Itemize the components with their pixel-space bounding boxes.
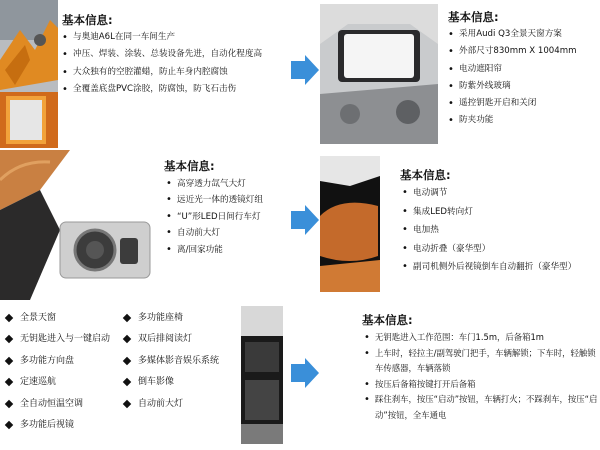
block4-list [402, 184, 576, 277]
feature-item: 全自动恒温空调 [6, 394, 110, 415]
block3-title: 基本信息: [164, 159, 215, 173]
list-item: • 高穿透力氙气大灯 [166, 176, 263, 192]
list-item: • 采用Audi Q3全景天窗方案 [448, 26, 577, 43]
diamond-bullet-icon [5, 378, 13, 386]
feature-item: 多功能方向盘 [6, 351, 110, 372]
interior-photo [241, 306, 283, 444]
diamond-bullet-icon [5, 399, 13, 407]
list-item: • 电动折叠（豪华型） [402, 240, 576, 259]
list-item: • 遥控钥匙开启和关闭 [448, 95, 577, 112]
list-item: • 防夹功能 [448, 112, 577, 129]
list-item: • 远近光一体的透镜灯组 [166, 192, 263, 208]
feature-list-right [124, 308, 219, 415]
block5-title: 基本信息: [362, 313, 413, 327]
list-item: • 防紫外线玻璃 [448, 78, 577, 95]
list-item: • 冲压、焊装、涂装、总装设备先进，自动化程度高 [62, 46, 262, 63]
diamond-bullet-icon [5, 335, 13, 343]
list-item: • 集成LED转向灯 [402, 203, 576, 222]
sunroof-photo [320, 4, 438, 144]
list-item: • 自动前大灯 [166, 225, 263, 241]
list-item: • 按压后备箱按键打开后备箱 [364, 377, 598, 393]
feature-item: 双后排阅读灯 [124, 329, 219, 350]
diamond-bullet-icon [123, 335, 131, 343]
feature-item: 自动前大灯 [124, 394, 219, 415]
diamond-bullet-icon [5, 357, 13, 365]
feature-item: 全景天窗 [6, 308, 110, 329]
list-item: • 电动遮阳帘 [448, 61, 577, 78]
feature-item: 多功能后视镜 [6, 415, 110, 436]
block2-list [448, 26, 577, 130]
diamond-bullet-icon [123, 357, 131, 365]
feature-item: 无钥匙进入与一键启动 [6, 329, 110, 350]
diamond-bullet-icon [123, 378, 131, 386]
feature-item: 定速巡航 [6, 372, 110, 393]
diamond-bullet-icon [5, 421, 13, 429]
block3-list [166, 176, 263, 258]
feature-item: 多功能座椅 [124, 308, 219, 329]
diamond-bullet-icon [5, 314, 13, 322]
list-item: • 与奥迪A6L在同一车间生产 [62, 29, 262, 46]
headlight-photo [0, 150, 160, 302]
list-item: • 离/回家功能 [166, 242, 263, 258]
arrow-right-icon [291, 358, 319, 388]
block1-list [62, 29, 262, 98]
diamond-bullet-icon [123, 314, 131, 322]
mirror-photo [320, 156, 380, 292]
feature-item: 倒车影像 [124, 372, 219, 393]
list-item: • 全覆盖底盘PVC涂胶，防腐蚀，防飞石击伤 [62, 81, 262, 98]
diamond-bullet-icon [123, 399, 131, 407]
list-item: • 电动调节 [402, 184, 576, 203]
arrow-right-icon [291, 205, 319, 235]
list-item: • 上车时，轻拉主/副驾驶门把手，车辆解锁；下车时，轻触锁车传感器，车辆落锁 [364, 346, 598, 377]
block2-title: 基本信息: [448, 10, 499, 24]
factory-photo [0, 0, 58, 148]
feature-item: 多媒体影音娱乐系统 [124, 351, 219, 372]
block1-title: 基本信息: [62, 13, 113, 27]
list-item: • 踩住刹车，按压“启动”按钮，车辆打火；不踩刹车，按压“启动”按钮，全车通电 [364, 392, 598, 423]
list-item: • 无钥匙进入工作范围：车门1.5m，后备箱1m [364, 330, 598, 346]
feature-list-left [6, 308, 110, 436]
list-item: • 大众独有的空腔灌蜡，防止车身内腔腐蚀 [62, 64, 262, 81]
list-item: • 外部尺寸830mm X 1004mm [448, 43, 577, 60]
block4-title: 基本信息: [400, 168, 451, 182]
arrow-right-icon [291, 55, 319, 85]
list-item: • 副司机侧外后视镜倒车自动翻折（豪华型） [402, 258, 576, 277]
list-item: • “U”形LED日间行车灯 [166, 209, 263, 225]
list-item: • 电加热 [402, 221, 576, 240]
block5-list [364, 330, 598, 424]
